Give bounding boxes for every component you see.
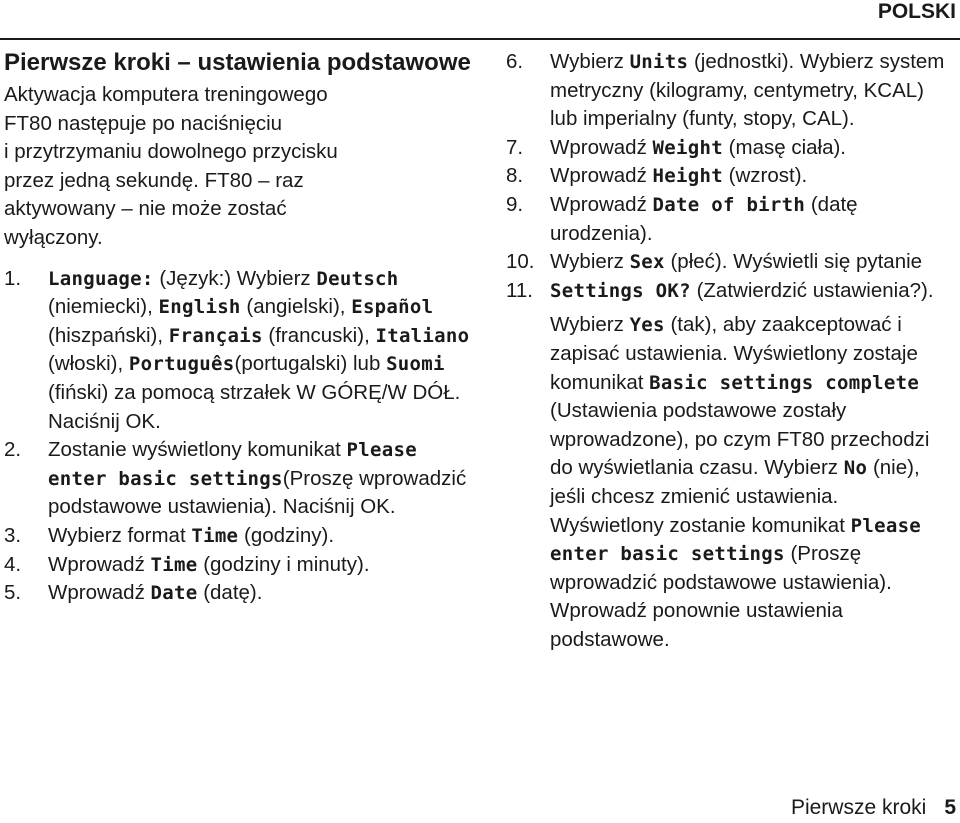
left-column xyxy=(4,48,472,608)
step-text: Wybierz xyxy=(550,50,630,73)
step-text: (datę urodzenia). xyxy=(550,192,858,245)
step-text: (fiński) za pomocą strzałek W GÓRĘ/W DÓŁ. Naciśnij OK. xyxy=(48,380,461,433)
display-text-settings-ok: Settings OK? xyxy=(550,279,691,302)
step-text: (portugalski) lub xyxy=(234,352,387,376)
step-text: (hiszpański), xyxy=(48,323,169,347)
step-1 xyxy=(4,265,472,437)
header-rule xyxy=(0,38,960,40)
step-number: 5. xyxy=(4,581,22,605)
step-number: 3. xyxy=(4,523,22,547)
step-text: Wybierz xyxy=(550,250,630,274)
display-text-time: Time xyxy=(150,553,198,576)
display-text-portugues: Português xyxy=(128,353,235,376)
step-text: Wybierz xyxy=(550,313,630,337)
step-number: 7. xyxy=(506,135,524,159)
display-text-date-of-birth: Date of birth xyxy=(652,193,806,216)
display-text-no: No xyxy=(843,457,868,480)
step-number: 1. xyxy=(4,266,22,290)
display-text-espanol: Español xyxy=(351,296,434,319)
step-text: (Proszę wprowadzić podstawowe ustawienia). Naciśnij OK. xyxy=(48,466,467,519)
step-text: (Ustawienia podstawowe zostały wprowadzone), po czym FT80 przechodzi do wyświetlania czasu. Wybierz xyxy=(550,399,930,480)
display-text-time: Time xyxy=(191,524,239,547)
step-9 xyxy=(506,191,956,248)
display-text-basic-settings-complete: Basic settings complete xyxy=(649,371,920,394)
display-text-height: Height xyxy=(652,165,723,188)
step-11 xyxy=(506,277,956,655)
steps-list-left xyxy=(4,265,472,608)
step-text: (włoski), xyxy=(48,352,129,376)
display-text-yes: Yes xyxy=(629,314,665,337)
step-text: (wzrost). xyxy=(722,164,808,188)
footer-section-title: Pierwsze kroki xyxy=(790,796,927,819)
step-text: (angielski), xyxy=(240,295,352,319)
step-text: Wprowadź xyxy=(48,552,151,576)
display-text-please-enter: Please enter basic settings xyxy=(550,514,922,566)
step-10 xyxy=(506,248,956,277)
step-text: (masę ciała). xyxy=(722,135,846,159)
step-text: (Język:) Wybierz xyxy=(153,266,317,290)
step-text: (godziny i minuty). xyxy=(197,552,370,576)
display-text-units: Units xyxy=(629,51,689,73)
section-title: Pierwsze kroki – ustawienia podstawowe xyxy=(4,49,471,76)
step-8 xyxy=(506,162,956,191)
step-5 xyxy=(4,579,472,608)
language-label: POLSKI xyxy=(877,0,956,23)
step-number: 10. xyxy=(506,250,535,274)
step-text: (datę). xyxy=(197,581,263,605)
step-4 xyxy=(4,551,472,580)
step-number: 8. xyxy=(506,164,524,188)
step-text: (jednostki). Wybierz system metryczny (kilogramy, centymetry, KCAL) lub imperialny (funty, stopy, CAL). xyxy=(550,50,945,131)
right-column xyxy=(506,48,956,654)
display-text-please-enter: Please enter basic settings xyxy=(48,439,417,490)
step-text: Wprowadź xyxy=(48,581,151,605)
step-text: Wprowadź xyxy=(550,192,653,216)
display-text-language: Language: xyxy=(48,267,154,290)
step-text: Zostanie wyświetlony komunikat xyxy=(48,438,347,462)
display-text-english: English xyxy=(158,296,241,319)
step-text: (Proszę wprowadzić podstawowe ustawienia). Wprowadź ponownie ustawienia podstawowe. xyxy=(550,542,892,651)
step-number: 2. xyxy=(4,438,22,462)
display-text-francais: Français xyxy=(168,324,263,347)
display-text-deutsch: Deutsch xyxy=(316,267,399,290)
step-text: (godziny). xyxy=(238,523,335,547)
step-text: (Zatwierdzić ustawienia?). xyxy=(690,278,934,302)
steps-list-right xyxy=(506,48,956,654)
step-number: 11. xyxy=(506,278,533,302)
step-text: (płeć). Wyświetli się pytanie xyxy=(664,250,923,274)
step-text: Wybierz format xyxy=(48,523,192,547)
intro-paragraph: Aktywacja komputera treningowego FT80 następuje po naciśnięciu i przytrzymaniu dowolnego przycisku przez jedną sekundę. FT80 – raz aktywowany – nie może zostać wyłączony. xyxy=(4,83,338,249)
step-6 xyxy=(506,48,956,134)
step-7 xyxy=(506,134,956,163)
step-number: 6. xyxy=(506,50,524,73)
step-2 xyxy=(4,436,472,522)
step-text: Wprowadź xyxy=(550,135,653,159)
step-text: (francuski), xyxy=(262,323,376,347)
step-number: 9. xyxy=(506,192,524,216)
page-footer xyxy=(791,796,956,820)
step-text: (niemiecki), xyxy=(48,295,159,319)
page-number: 5 xyxy=(944,796,956,819)
display-text-weight: Weight xyxy=(652,136,723,159)
step-11-details xyxy=(550,311,956,654)
display-text-italiano: Italiano xyxy=(375,324,470,347)
display-text-suomi: Suomi xyxy=(386,353,445,376)
step-3 xyxy=(4,522,472,551)
step-text: (nie), jeśli chcesz zmienić ustawienia. Wyświetlony zostanie komunikat xyxy=(550,456,920,537)
display-text-sex: Sex xyxy=(629,251,665,274)
step-text: Wprowadź xyxy=(550,164,653,188)
step-text: (tak), aby zaakceptować i zapisać ustawienia. Wyświetlony zostaje komunikat xyxy=(550,313,918,394)
step-number: 4. xyxy=(4,552,22,576)
display-text-date: Date xyxy=(150,582,198,605)
